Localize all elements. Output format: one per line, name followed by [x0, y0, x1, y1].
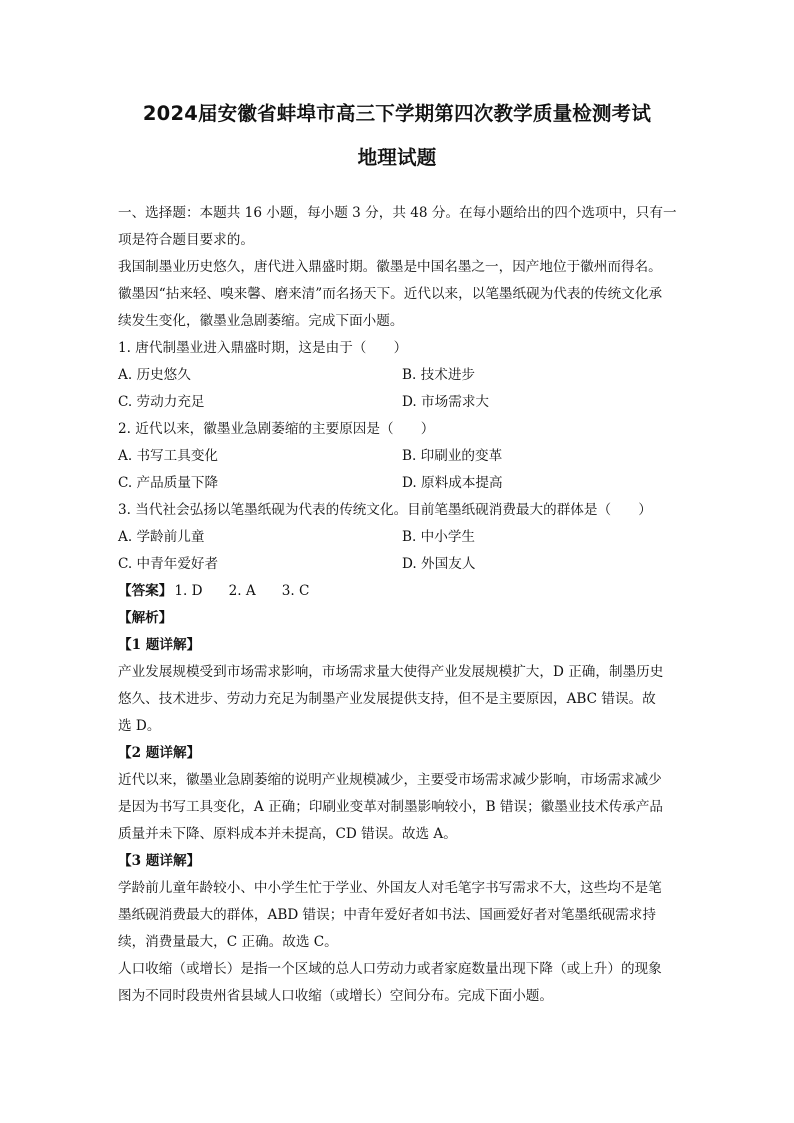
question-stem: 1. 唐代制墨业进入鼎盛时期，这是由于（ ）: [118, 340, 408, 356]
answer-item: 3. C: [281, 583, 310, 599]
answer-label: 【答案】: [118, 583, 173, 599]
detail-line: 产业发展规模受到市场需求影响，市场需求量大使得产业发展规模扩大，D 正确，制墨历史: [118, 664, 664, 680]
option-c: C. 劳动力充足: [118, 394, 205, 410]
answer-row: [118, 582, 688, 600]
detail-line: 质量并未下降、原料成本并未提高，CD 错误。故选 A。: [118, 826, 457, 842]
option-d: D. 市场需求大: [402, 394, 490, 410]
question-stem: 2. 近代以来，徽墨业急剧萎缩的主要原因是（ ）: [118, 421, 435, 437]
detail-label: 【2 题详解】: [118, 745, 201, 761]
passage-line: 我国制墨业历史悠久，唐代进入鼎盛时期。徽墨是中国名墨之一，因产地位于徽州而得名。: [118, 259, 662, 275]
option-a: A. 历史悠久: [118, 367, 191, 383]
passage-line: 人口收缩（或增长）是指一个区域的总人口劳动力或者家庭数量出现下降（或上升）的现象: [118, 961, 662, 977]
option-b: B. 印刷业的变革: [402, 448, 503, 464]
passage-line: 图为不同时段贵州省县域人口收缩（或增长）空间分布。完成下面小题。: [118, 988, 553, 1004]
option-b: B. 中小学生: [402, 529, 476, 545]
detail-line: 学龄前儿童年龄较小、中小学生忙于学业、外国友人对毛笔字书写需求不大，这些均不是笔: [118, 880, 662, 896]
question-stem: 3. 当代社会弘扬以笔墨纸砚为代表的传统文化。目前笔墨纸砚消费最大的群体是（ ）: [118, 502, 652, 518]
section-intro-line: 一、选择题：本题共 16 小题，每小题 3 分，共 48 分。在每小题给出的四个选项中，只有一: [118, 205, 677, 221]
detail-line: 墨纸砚消费最大的群体，ABD 错误；中青年爱好者如书法、国画爱好者对笔墨纸砚需求持: [118, 907, 656, 923]
passage-line: 徽墨因“拈来轻、嗅来馨、磨来清”而名扬天下。近代以来，以笔墨纸砚为代表的传统文化承: [118, 286, 663, 302]
detail-label: 【1 题详解】: [118, 637, 201, 653]
option-c: C. 产品质量下降: [118, 475, 219, 491]
analysis-label: 【解析】: [118, 610, 173, 626]
page-subtitle: 地理试题: [357, 146, 437, 169]
detail-line: 是因为书写工具变化，A 正确；印刷业变革对制墨影响较小，B 错误；徽墨业技术传承产品: [118, 799, 664, 815]
detail-line: 近代以来，徽墨业急剧萎缩的说明产业规模减少，主要受市场需求减少影响，市场需求减少: [118, 772, 662, 788]
section-intro-line: 项是符合题目要求的。: [118, 232, 254, 248]
option-a: A. 书写工具变化: [118, 448, 219, 464]
option-d: D. 原料成本提高: [402, 475, 503, 491]
page-title: 2024届安徽省蚌埠市高三下学期第四次教学质量检测考试: [142, 102, 652, 125]
answer-item: 1. D: [174, 583, 203, 599]
option-c: C. 中青年爱好者: [118, 556, 219, 572]
detail-line: 续，消费量最大，C 正确。故选 C。: [118, 934, 338, 950]
option-b: B. 技术进步: [402, 367, 476, 383]
detail-label: 【3 题详解】: [118, 853, 201, 869]
option-a: A. 学龄前儿童: [118, 529, 205, 545]
detail-line: 悠久、技术进步、劳动力充足为制墨产业发展提供支持，但不是主要原因，ABC 错误。故: [118, 691, 656, 707]
option-d: D. 外国友人: [402, 556, 476, 572]
detail-line: 选 D。: [118, 718, 161, 734]
answer-item: 2. A: [228, 583, 256, 599]
passage-line: 续发生变化，徽墨业急剧萎缩。完成下面小题。: [118, 313, 404, 329]
